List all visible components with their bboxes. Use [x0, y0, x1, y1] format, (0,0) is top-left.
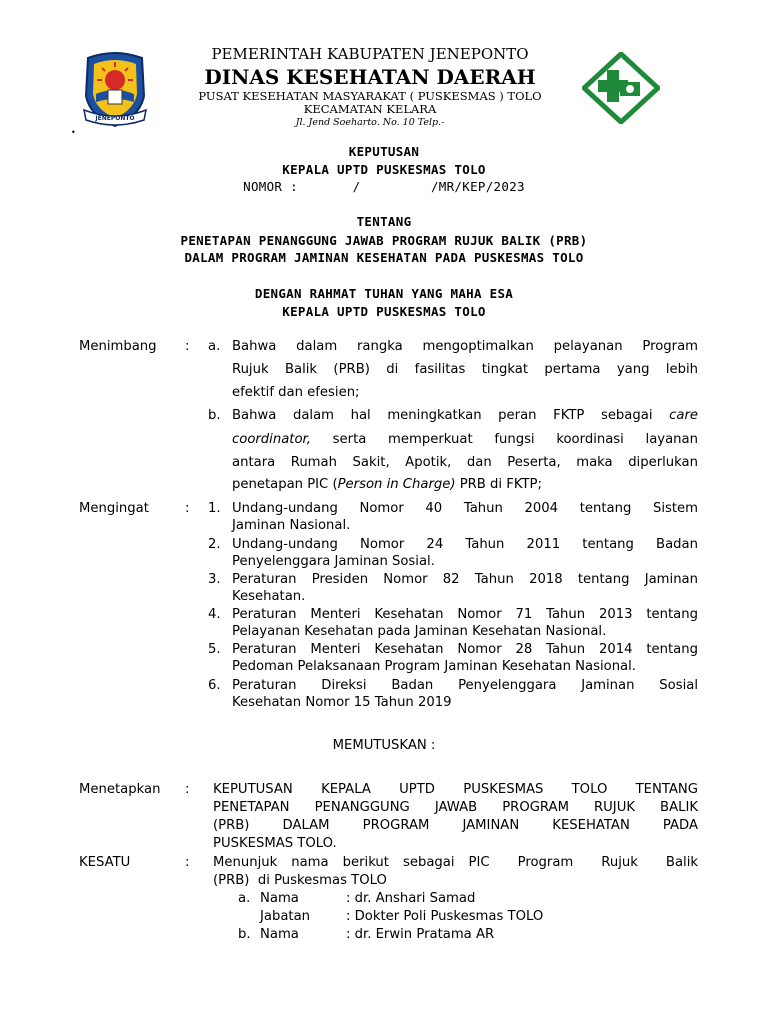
mengingat-item-number: 5.: [208, 642, 221, 657]
menimbang-a-marker: a.: [208, 339, 221, 354]
mengingat-item-line: Undang-undang Nomor 40 Tahun 2004 tentang Sistem: [232, 501, 698, 516]
menimbang-b-italic: coordinator,: [232, 432, 311, 447]
decree-number: NOMOR : / /MR/KEP/2023: [243, 179, 525, 194]
menimbang-b-marker: b.: [208, 408, 221, 423]
health-center-name: PUSAT KESEHATAN MASYARAKAT ( PUSKESMAS ) TOLO: [198, 89, 542, 103]
pic-name-label: Nama: [260, 927, 299, 942]
menimbang-b-italic: care: [669, 408, 698, 423]
invocation: DENGAN RAHMAT TUHAN YANG MAHA ESA: [254, 286, 514, 301]
district-name: KECAMATAN KELARA: [303, 102, 437, 116]
pic-entry-marker: a.: [238, 891, 251, 906]
menimbang-b-text: PRB di FKTP;: [455, 477, 542, 492]
menetapkan-line: KEPUTUSAN KEPALA UPTD PUSKESMAS TOLO TENTANG: [213, 782, 698, 797]
mengingat-item-number: 6.: [208, 678, 221, 693]
mengingat-item-line: Peraturan Direksi Badan Penyelenggara Jaminan Sosial: [232, 678, 698, 693]
decree-heading: KEPUTUSAN: [348, 144, 420, 159]
menetapkan-label: Menetapkan: [79, 782, 161, 797]
subject-line-2: DALAM PROGRAM JAMINAN KESEHATAN PADA PUSKESMAS TOLO: [184, 250, 584, 265]
menimbang-b-text: penetapan PIC (: [232, 477, 338, 492]
pic-name-value: : dr. Erwin Pratama AR: [346, 927, 495, 942]
mengingat-label: Mengingat: [79, 501, 149, 516]
menimbang-b-line: [232, 407, 698, 424]
subject-line-1: PENETAPAN PENANGGUNG JAWAB PROGRAM RUJUK BALIK (PRB): [180, 233, 588, 248]
menimbang-b-text: Bahwa dalam hal meningkatkan peran FKTP sebagai: [232, 408, 653, 423]
pic-position-value: : Dokter Poli Puskesmas TOLO: [346, 909, 544, 924]
menimbang-b-line: [232, 431, 698, 448]
jeneponto-regency-emblem-icon: [78, 50, 152, 130]
mengingat-item-number: 4.: [208, 607, 221, 622]
menimbang-b-italic: Person in Charge): [337, 477, 456, 492]
menetapkan-line: (PRB) DALAM PROGRAM JAMINAN KESEHATAN PADA: [213, 818, 698, 833]
stray-mark: •: [71, 128, 76, 137]
menetapkan-colon: :: [185, 782, 190, 797]
menimbang-b-line: [232, 476, 698, 493]
menimbang-label: Menimbang: [79, 339, 157, 354]
kesatu-label: KESATU: [79, 855, 131, 870]
mengingat-item-line: Penyelenggara Jaminan Sosial.: [232, 554, 435, 569]
government-name: PEMERINTAH KABUPATEN JENEPONTO: [211, 45, 529, 63]
puskesmas-logo-icon: [582, 52, 660, 124]
menimbang-a-line: efektif dan efesien;: [232, 385, 360, 400]
kesatu-line: (PRB) di Puskesmas TOLO: [213, 873, 387, 888]
mengingat-item-line: Undang-undang Nomor 24 Tahun 2011 tentang Badan: [232, 537, 698, 552]
mengingat-item-number: 1.: [208, 501, 221, 516]
mengingat-item-line: Jaminan Nasional.: [232, 518, 351, 533]
menimbang-colon: :: [185, 339, 190, 354]
pic-position-label: Jabatan: [260, 909, 311, 924]
mengingat-item-line: Kesehatan Nomor 15 Tahun 2019: [232, 695, 452, 710]
mengingat-item-number: 2.: [208, 537, 221, 552]
svg-text:JENEPONTO: JENEPONTO: [95, 115, 135, 122]
issuer-heading-2: KEPALA UPTD PUSKESMAS TOLO: [282, 304, 486, 319]
pic-name-value: : dr. Anshari Samad: [346, 891, 476, 906]
menimbang-a-line: Bahwa dalam rangka mengoptimalkan pelayanan Program: [232, 339, 698, 354]
address: Jl. Jend Soeharto. No. 10 Telp.-: [295, 117, 445, 128]
kesatu-line: Menunjuk nama berikut sebagai PIC Program Rujuk Balik: [213, 855, 698, 870]
menetapkan-line: PUSKESMAS TOLO.: [213, 836, 337, 851]
menimbang-a-line: Rujuk Balik (PRB) di fasilitas tingkat pertama yang lebih: [232, 362, 698, 377]
department-name: DINAS KESEHATAN DAERAH: [204, 65, 536, 89]
mengingat-item-line: Pelayanan Kesehatan pada Jaminan Kesehatan Nasional.: [232, 624, 607, 639]
issuer-heading: KEPALA UPTD PUSKESMAS TOLO: [282, 162, 486, 177]
mengingat-item-line: Peraturan Menteri Kesehatan Nomor 71 Tahun 2013 tentang: [232, 607, 698, 622]
mengingat-item-line: Peraturan Presiden Nomor 82 Tahun 2018 tentang Jaminan: [232, 572, 698, 587]
menimbang-b-line: antara Rumah Sakit, Apotik, dan Peserta, maka diperlukan: [232, 455, 698, 470]
tentang-heading: TENTANG: [356, 214, 412, 229]
menimbang-b-text: serta memperkuat fungsi koordinasi layanan: [332, 432, 698, 447]
memutuskan-heading: MEMUTUSKAN :: [332, 738, 436, 753]
mengingat-colon: :: [185, 501, 190, 516]
pic-name-label: Nama: [260, 891, 299, 906]
kesatu-colon: :: [185, 855, 190, 870]
mengingat-item-number: 3.: [208, 572, 221, 587]
pic-entry-marker: b.: [238, 927, 251, 942]
mengingat-item-line: Peraturan Menteri Kesehatan Nomor 28 Tahun 2014 tentang: [232, 642, 698, 657]
mengingat-item-line: Kesehatan.: [232, 589, 306, 604]
menetapkan-line: PENETAPAN PENANGGUNG JAWAB PROGRAM RUJUK BALIK: [213, 800, 698, 815]
mengingat-item-line: Pedoman Pelaksanaan Program Jaminan Kesehatan Nasional.: [232, 659, 636, 674]
